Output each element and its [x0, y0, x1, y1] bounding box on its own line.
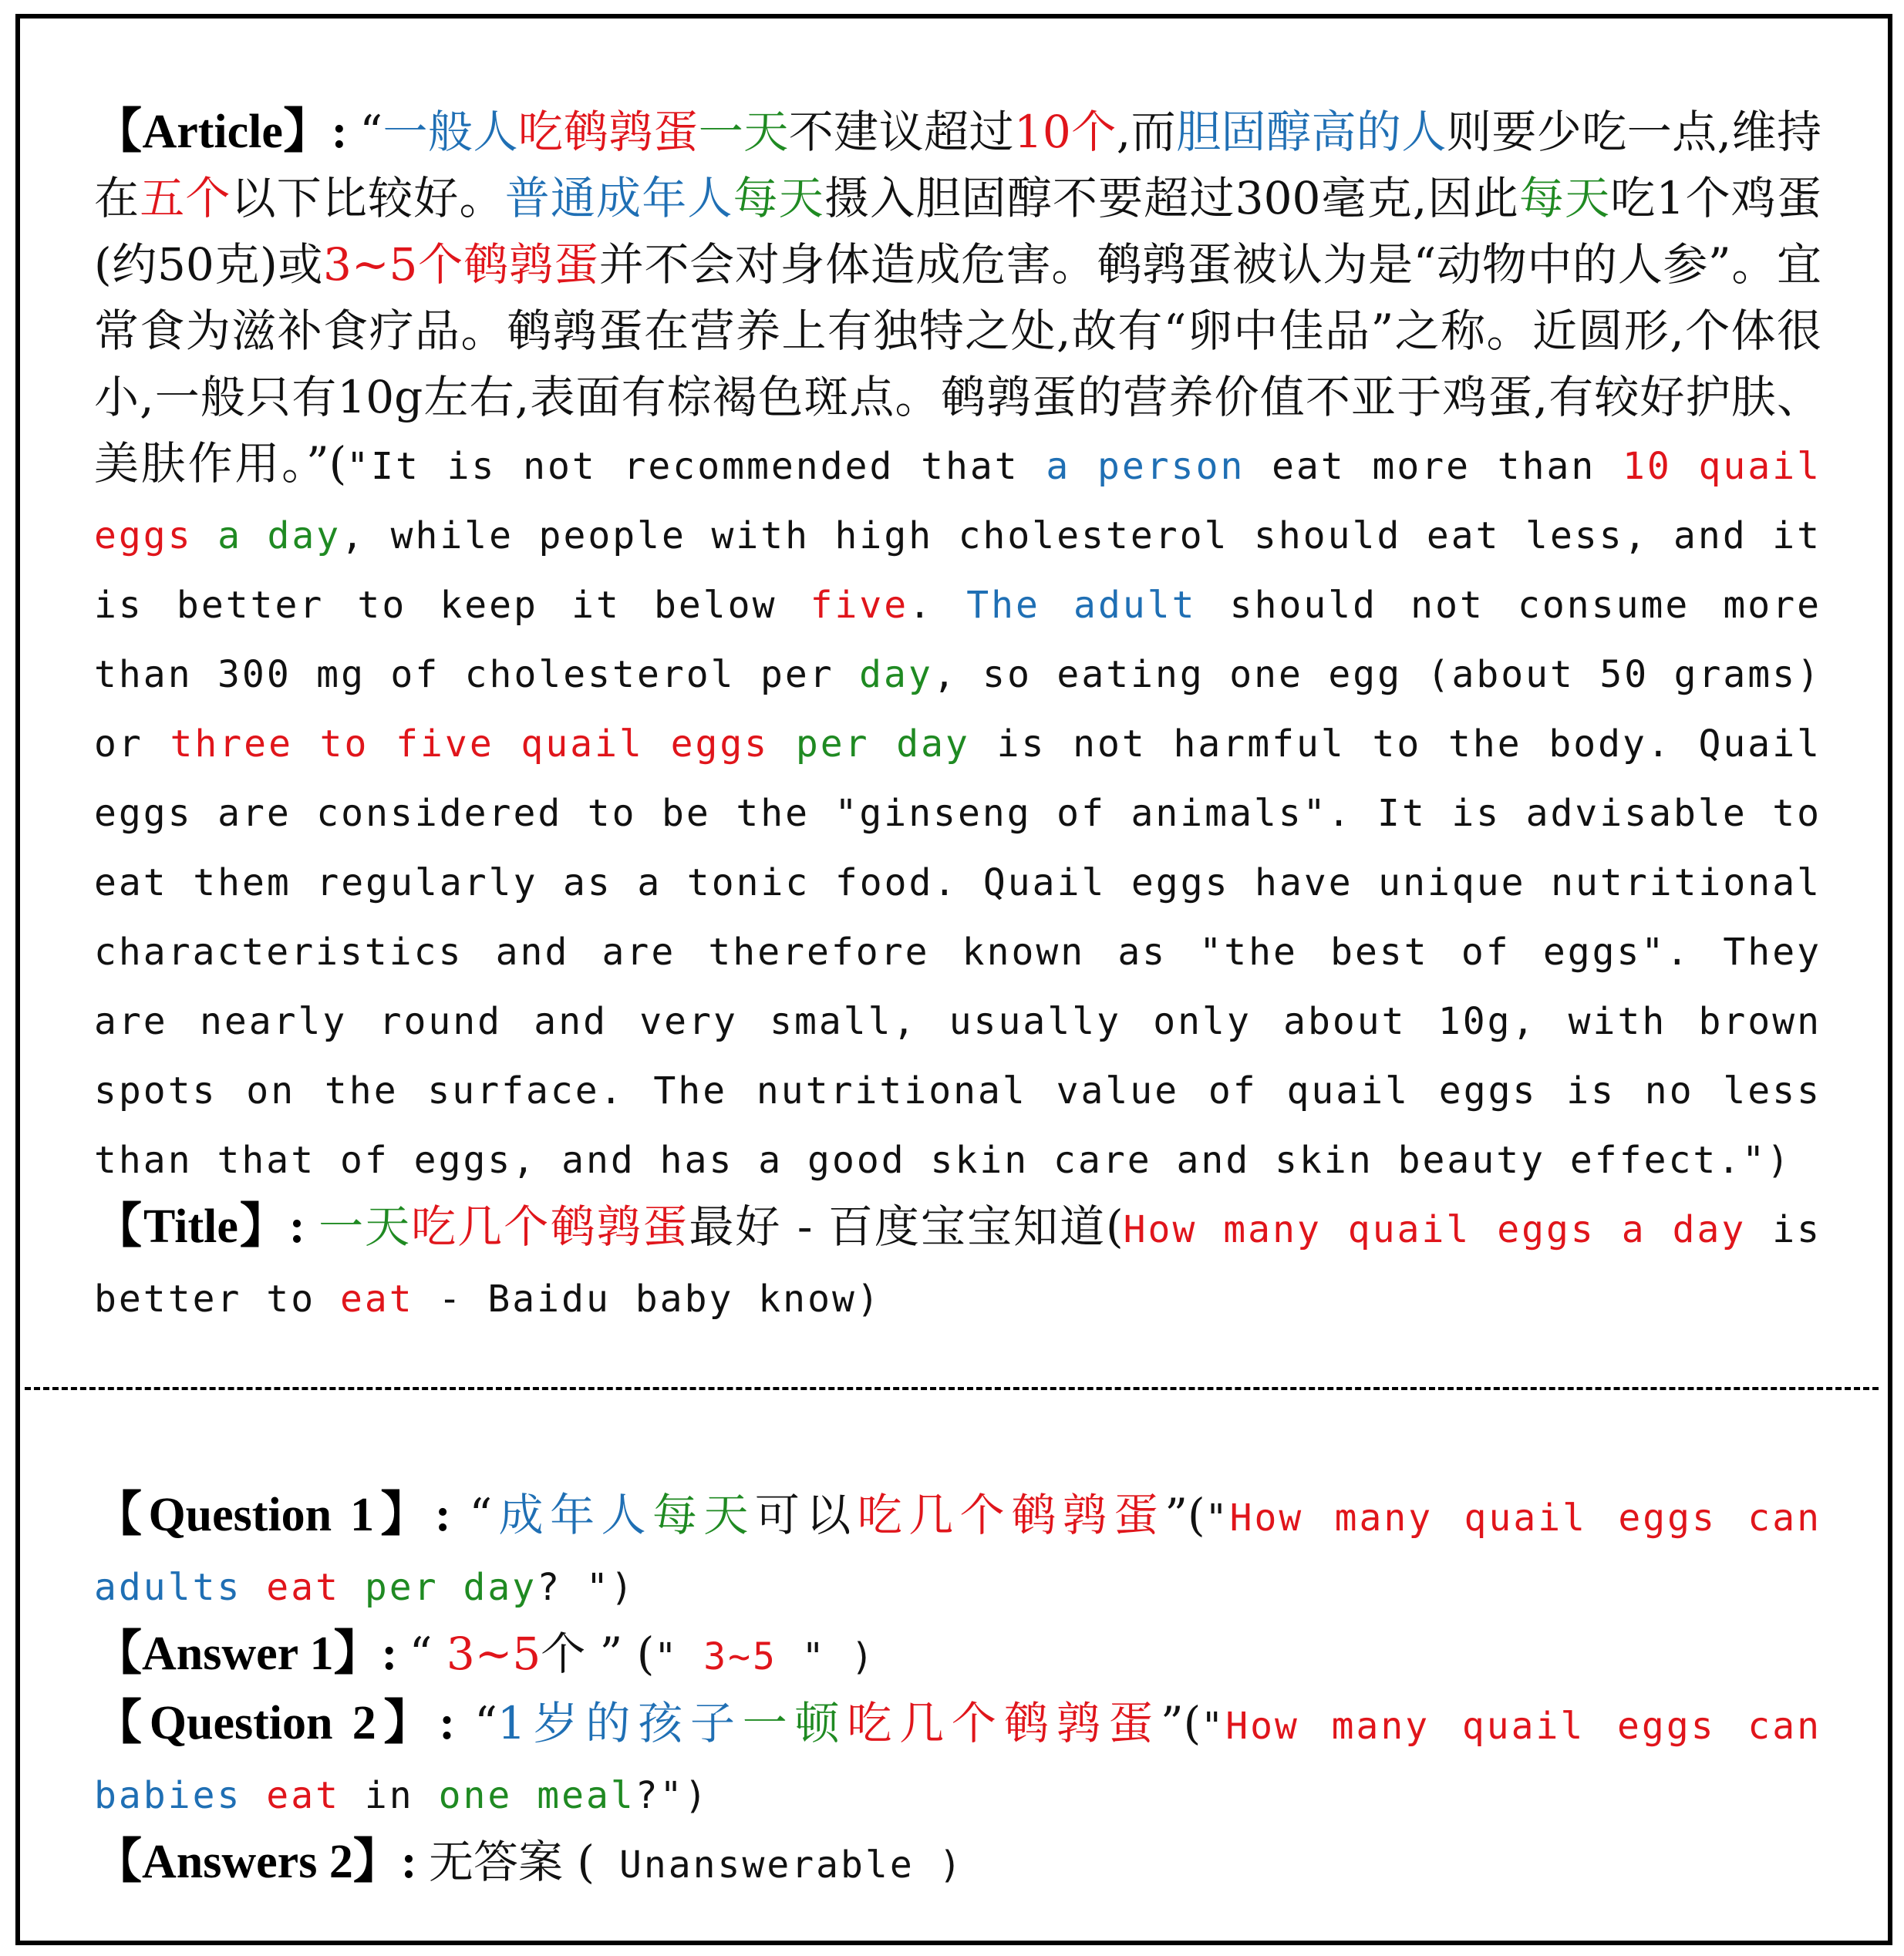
text-segment: 则要少吃一点,维持在 [94, 106, 1821, 224]
text-segment: 不建议超过 [788, 106, 1014, 158]
section-divider [25, 1387, 1879, 1390]
text-segment: 以下比较好。 [231, 172, 505, 224]
text-segment: 成年人 [492, 1489, 652, 1541]
question-2-chinese-text [474, 1697, 1201, 1749]
text-segment: 吃几个鹌鹑蛋 [411, 1200, 689, 1253]
text-segment: 10 quail eggs [94, 445, 1822, 557]
text-segment: 摄入胆固醇不要超过300毫克,因此 [824, 172, 1519, 224]
text-segment: three to five quail eggs [170, 722, 770, 766]
text-segment: Unanswerable [595, 1843, 939, 1887]
answer-2-english-translation [595, 1843, 963, 1887]
text-segment: per day [795, 722, 970, 766]
text-segment: is not harmful to the body. Quail eggs are considered to be the "ginseng of animals". It is advisable to eat them regularly as a tonic food. Quail eggs have unique nutritional characteristics and are therefore known as "the best of eggs". They are nearly round and very small, usually only about 10g, with brown spots on the surface. The nutritional value of quail eggs is no less than that of eggs, and has a good skin care and skin beauty effect." [94, 722, 1821, 1182]
text-segment: ) [856, 1278, 881, 1321]
text-segment: babies [94, 1774, 242, 1817]
answer-1-label: 【Answer 1】: [94, 1628, 409, 1680]
text-segment: 普通成年人 [504, 172, 733, 224]
question-2-label: 【Question 2】: [94, 1697, 475, 1749]
text-segment: adults [94, 1566, 242, 1609]
text-segment: 3~5 [703, 1635, 777, 1678]
question-1-label: 【Question 1】: [94, 1489, 470, 1541]
text-segment [769, 722, 796, 766]
text-segment: five [810, 584, 909, 627]
qa-section [94, 1482, 1821, 1898]
text-segment [1596, 1208, 1622, 1251]
title-paragraph [94, 1193, 1821, 1332]
answer-1 [94, 1621, 1821, 1690]
text-segment: 无答案 ( [428, 1836, 595, 1888]
text-segment: 每天 [733, 172, 824, 224]
text-segment: 吃1个鸡蛋(约50克)或 [94, 172, 1821, 291]
text-segment: ”( [1161, 1697, 1201, 1749]
title-label: 【Title】: [94, 1200, 319, 1253]
text-segment: per day [364, 1566, 538, 1609]
text-segment: “ [409, 1628, 447, 1680]
text-segment: 10个 [1014, 106, 1117, 158]
answer-2-chinese-text [429, 1836, 595, 1888]
text-segment: one meal [438, 1774, 635, 1817]
text-segment: The adult [966, 584, 1197, 627]
text-segment: , while people with high cholesterol should eat less, and it is better to keep it below [94, 514, 1822, 627]
text-segment: 一天 [318, 1200, 412, 1253]
article-paragraph [94, 99, 1821, 1193]
text-segment: 每天 [652, 1489, 755, 1541]
text-segment: 吃几个鹌鹑蛋 [847, 1697, 1161, 1749]
text-segment: in [364, 1774, 439, 1817]
text-segment: 一般人 [382, 106, 518, 158]
text-segment: can [1716, 1496, 1821, 1540]
question-1-chinese-text [470, 1489, 1205, 1541]
text-segment: eat [241, 1774, 365, 1817]
text-segment: 胆固醇高的人 [1176, 106, 1447, 158]
answer-1-chinese-text [409, 1628, 655, 1680]
text-segment: 最好 - 百度宝宝知道( [689, 1200, 1124, 1253]
text-segment: a day [1621, 1208, 1747, 1251]
text-segment: 吃几个鹌鹑蛋 [857, 1489, 1165, 1541]
text-segment: How many quail eggs [1123, 1208, 1596, 1251]
text-segment: ”( [1164, 1489, 1205, 1541]
text-segment: “ [469, 1489, 493, 1541]
text-segment: , so eating one egg (about 50 grams) or [94, 653, 1822, 766]
text-segment: 每天 [1518, 172, 1611, 224]
text-segment: a person [1046, 445, 1245, 488]
text-segment: ?" [635, 1774, 685, 1817]
text-segment: " [1201, 1705, 1226, 1748]
text-segment: 个 ” ( [541, 1628, 655, 1680]
text-segment: ? " [537, 1566, 611, 1609]
figure-frame [15, 14, 1892, 1945]
answer-2 [94, 1829, 1821, 1898]
article-label: 【Article】: [94, 106, 360, 158]
text-segment: ) [1767, 1139, 1791, 1182]
text-segment: eat [339, 1278, 414, 1321]
text-segment: should not consume more than 300 mg of cholesterol per [94, 584, 1822, 696]
text-segment: - Baidu baby know [413, 1278, 857, 1321]
text-segment: 3~5个鹌鹑蛋 [323, 238, 599, 291]
text-segment: " [777, 1635, 851, 1678]
text-segment [193, 514, 218, 557]
text-segment: ) [851, 1635, 876, 1678]
text-segment: "It is not recommended that [346, 445, 1046, 488]
text-segment: eat [241, 1566, 365, 1609]
text-segment: “ [474, 1697, 497, 1749]
text-segment: " [1205, 1496, 1230, 1540]
text-segment: 1岁的孩子 [497, 1697, 743, 1749]
article-english-translation [94, 445, 1821, 1182]
text-segment: . [908, 584, 967, 627]
text-segment: can [1715, 1705, 1821, 1748]
text-segment: " [654, 1635, 704, 1678]
article-chinese-text [94, 106, 1821, 490]
title-chinese-text [318, 1200, 1124, 1253]
text-segment: ) [939, 1843, 964, 1887]
text-segment: “ [359, 106, 383, 158]
question-1 [94, 1482, 1821, 1621]
text-segment: ) [684, 1774, 709, 1817]
text-segment: 吃鹌鹑蛋 [517, 106, 699, 158]
text-segment: How many quail eggs [1225, 1705, 1716, 1748]
text-segment: 可以 [754, 1489, 858, 1541]
text-segment: 3~5 [446, 1628, 541, 1680]
text-segment: 五个 [140, 172, 231, 224]
text-segment: How many quail eggs [1229, 1496, 1717, 1540]
text-segment: a day [217, 514, 342, 557]
text-segment: ,而 [1116, 106, 1177, 158]
answer-1-english-translation [654, 1635, 875, 1678]
answer-2-label: 【Answers 2】: [94, 1836, 429, 1888]
text-segment: 一顿 [742, 1697, 848, 1749]
text-segment: 并不会对身体造成危害。鹌鹑蛋被认为是“动物中的人参”。宜常食为滋补食疗品。鹌鹑蛋在营养上有独特之处,故有“卵中佳品”之称。近圆形,个体很小,一般只有10g左右,表面有棕褐色斑点。鹌鹑蛋的营养价值不亚于鸡蛋,有较好护肤、美肤作用。”( [94, 238, 1822, 490]
text-segment: ) [610, 1566, 635, 1609]
text-segment: 一天 [698, 106, 789, 158]
text-segment: eat more than [1245, 445, 1623, 488]
text-segment: is better to [94, 1208, 1822, 1321]
text-segment: day [859, 653, 933, 696]
article-section [94, 99, 1821, 1332]
question-2 [94, 1690, 1821, 1829]
